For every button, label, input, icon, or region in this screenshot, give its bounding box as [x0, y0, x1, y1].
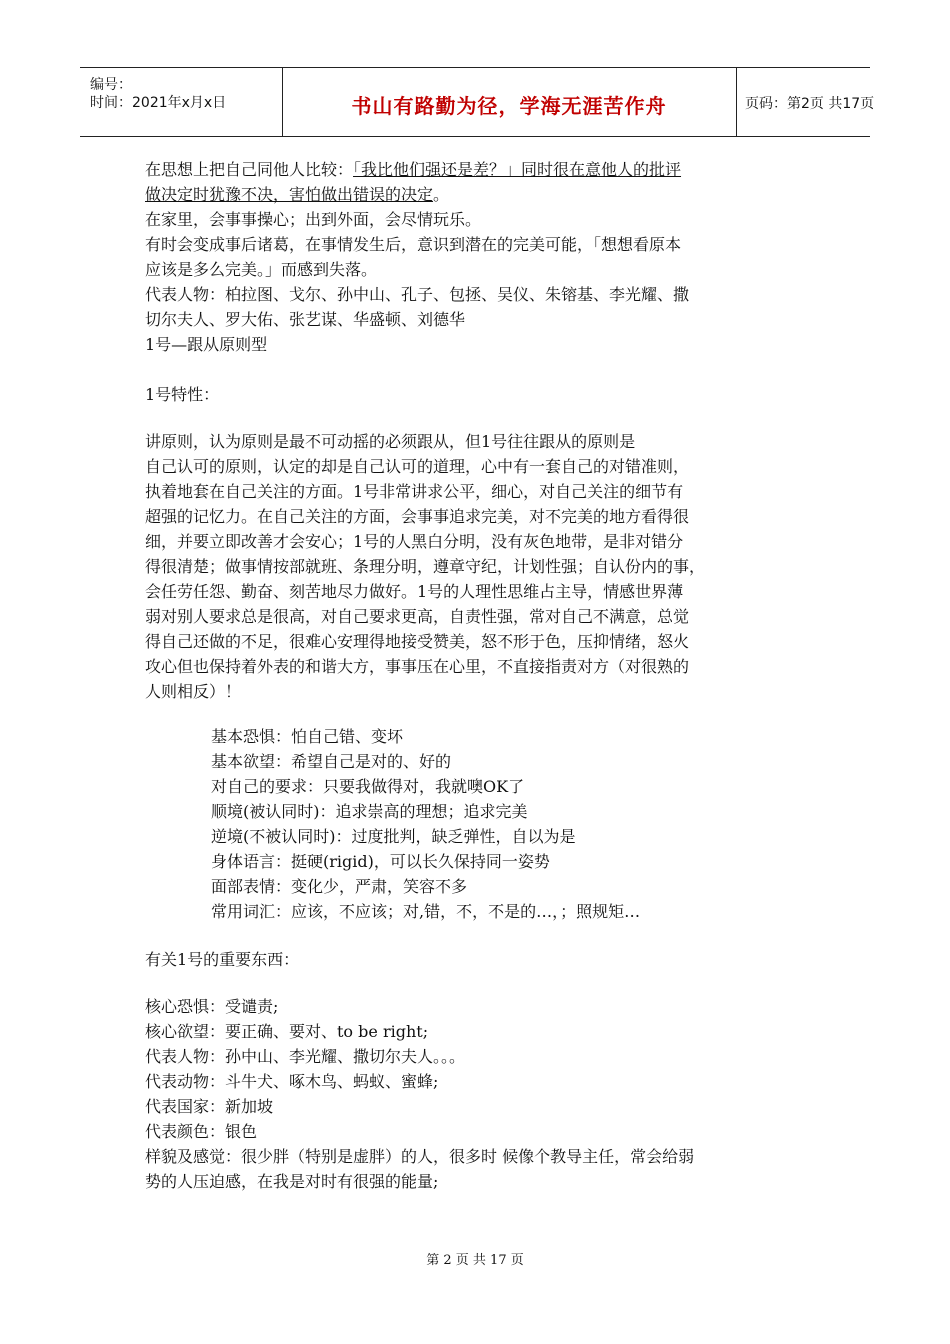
paragraph-comparison-line-1 — [145, 158, 681, 182]
description-line: 自己认可的原则，认定的却是自己认可的道理，心中有一套自己的对错准则， — [145, 457, 690, 476]
important-item: 核心恐惧：受谴责; — [145, 997, 279, 1016]
important-item: 样貌及感觉：很少胖（特别是虚胖）的人，很多时 候像个教导主任，常会给弱 — [145, 1147, 695, 1166]
important-item: 代表国家：新加坡 — [145, 1097, 274, 1116]
basic-item: 对自己的要求：只要我做得对，我就噢OK了 — [211, 777, 525, 796]
important-item: 势的人压迫感，在我是对时有很强的能量; — [145, 1172, 439, 1191]
page-info: 页码：第2页 共17页 — [745, 96, 875, 112]
description-line: 细，并要立即改善才会安心；1号的人黑白分明，没有灰色地带，是非对错分 — [145, 532, 684, 551]
basic-item: 逆境(不被认同时)：过度批判，缺乏弹性，自以为是 — [211, 827, 576, 846]
basic-item: 面部表情：变化少，严肃，笑容不多 — [211, 877, 468, 896]
basic-item: 顺境(被认同时)：追求崇高的理想；追求完美 — [211, 802, 528, 821]
representatives-line-2: 切尔夫人、罗大佑、张艺谋、华盛顿、刘德华 — [145, 310, 466, 329]
description-line: 会任劳任怨、勤奋、刻苦地尽力做好。1号的人理性思维占主导，情感世界薄 — [145, 582, 684, 601]
date-line: 时间：2021年x月x日 — [90, 95, 227, 111]
description-line: 弱对别人要求总是很高，对自己要求更高，自责性强，常对自己不满意，总觉 — [145, 607, 690, 626]
basic-item: 基本恐惧：怕自己错、变坏 — [211, 727, 404, 746]
description-line: 讲原则，认为原则是最不可动摇的必须跟从，但1号往往跟从的原则是 — [145, 432, 636, 451]
description-line: 攻心但也保持着外表的和谐大方，事事压在心里，不直接指责对方（对很熟的 — [145, 657, 690, 676]
paragraph-home: 在家里，会事事操心；出到外面，会尽情玩乐。 — [145, 210, 482, 229]
paragraph-hindsight-line-1: 有时会变成事后诸葛，在事情发生后，意识到潜在的完美可能，「想想看原本 — [145, 235, 682, 254]
important-item: 代表人物：孙中山、李光耀、撒切尔夫人。。。 — [145, 1047, 466, 1066]
page-header — [80, 67, 875, 137]
page-footer: 第 2 页 共 17 页 — [426, 1253, 524, 1268]
paragraph-hindsight-line-2: 应该是多么完美。」而感到失落。 — [145, 260, 378, 279]
decision-text: 做决定时犹豫不决，害怕做出错误的决定 — [145, 185, 434, 204]
description-line: 超强的记忆力。在自己关注的方面，会事事追求完美，对不完美的地方看得很 — [145, 507, 690, 526]
description-line: 人则相反）！ — [145, 682, 242, 701]
type-title: 1号—跟从原则型 — [145, 335, 268, 354]
motto-text: 书山有路勤为径，学海无涯苦作舟 — [351, 94, 667, 118]
comparison-text: 在思想上把自己同他人比较： — [145, 160, 354, 179]
basic-item: 常用词汇：应该，不应该；对,错，不，不是的…，；照规矩… — [211, 902, 641, 921]
header-info-cell — [80, 68, 283, 136]
header-page-cell — [736, 68, 875, 136]
important-heading: 有关1号的重要东西： — [145, 950, 300, 969]
basic-item: 身体语言：挺硬(rigid)，可以长久保持同一姿势 — [211, 852, 550, 871]
important-item: 代表动物：斗牛犬、啄木鸟、蚂蚁、蜜蜂; — [145, 1072, 439, 1091]
comparison-quote: 「我比他们强还是差？」同时很在意他人的批评 — [353, 160, 682, 179]
important-item: 代表颜色：银色 — [145, 1122, 258, 1141]
paragraph-comparison-line-2 — [145, 183, 449, 207]
header-motto-cell — [282, 68, 737, 136]
important-item: 核心欲望：要正确、要对、to be right; — [145, 1022, 429, 1041]
doc-number-label: 编号： — [90, 77, 132, 93]
description-line: 得自己还做的不足，很难心安理得地接受赞美，怒不形于色，压抑情绪，怒火 — [145, 632, 690, 651]
basic-item: 基本欲望：希望自己是对的、好的 — [211, 752, 452, 771]
decision-period: 。 — [433, 185, 450, 204]
traits-heading: 1号特性： — [145, 385, 220, 404]
representatives-line-1: 代表人物：柏拉图、戈尔、孙中山、孔子、包拯、吴仪、朱镕基、李光耀、撒 — [145, 285, 690, 304]
description-line: 得很清楚；做事情按部就班、条理分明，遵章守纪，计划性强；自认份内的事， — [145, 557, 706, 576]
description-line: 执着地套在自己关注的方面。1号非常讲求公平，细心，对自己关注的细节有 — [145, 482, 684, 501]
